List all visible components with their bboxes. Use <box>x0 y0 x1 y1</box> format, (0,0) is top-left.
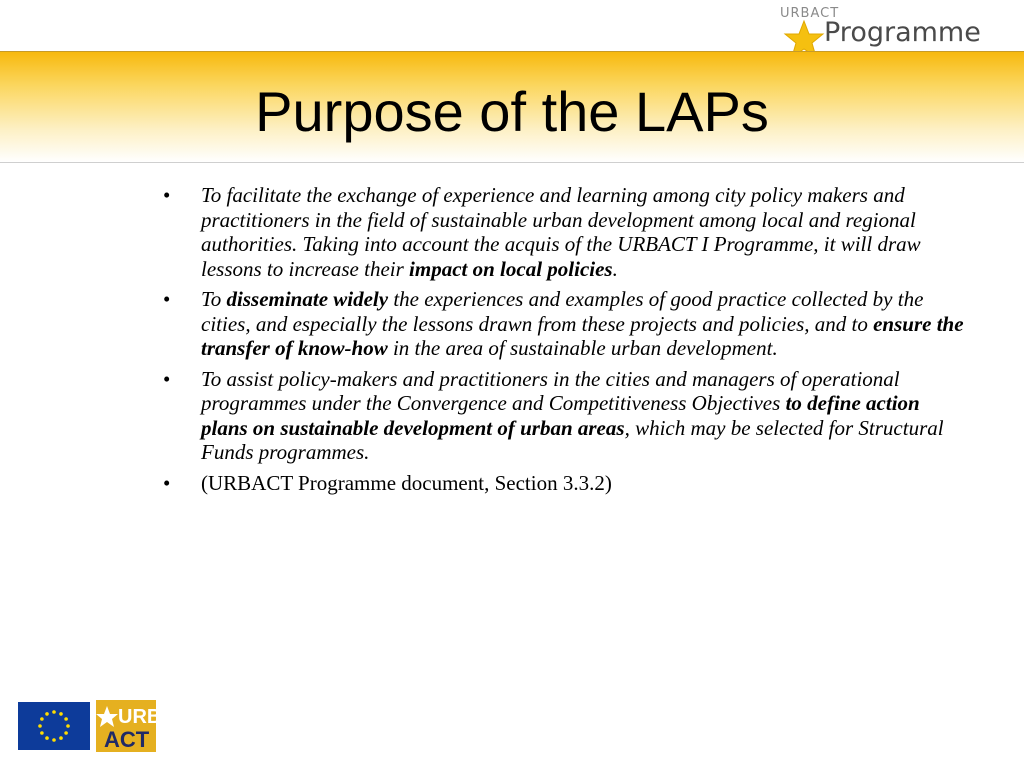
bullet-span: the experiences and examples of good practice collected by the cities, and especially the lessons drawn from these projects and policies, and to <box>201 287 924 336</box>
bullet-item <box>160 183 970 281</box>
brand-programme-text: Programme <box>824 17 981 48</box>
bullet-span: To assist policy-makers and practitioners in the cities and managers of operational programmes under the Convergence and Competitiveness Objectives <box>201 366 900 415</box>
bullet-emphasis: disseminate widely <box>226 287 389 311</box>
bullet-span: (URBACT Programme document, Section 3.3.2) <box>201 470 612 495</box>
bullet-dot: • <box>163 287 171 311</box>
eu-flag-icon <box>18 702 90 750</box>
bullet-span: To <box>201 287 227 311</box>
bullet-span: , which may be selected for Structural Funds programmes. <box>201 415 944 464</box>
bullet-item <box>160 367 970 465</box>
urbact-logo-icon <box>96 700 162 752</box>
bullet-span: To facilitate the exchange of experience and learning among city policy makers and practitioners in the field of sustainable urban development among local and regional authorities. Taking into account the acquis of the URBACT I Programme, it will draw lessons to increase their <box>201 183 921 281</box>
bullet-text <box>201 183 921 281</box>
svg-text:URB: URB <box>118 706 162 728</box>
bullet-text <box>201 287 964 360</box>
bullet-item <box>160 287 970 361</box>
bullet-emphasis: impact on local policies <box>409 256 613 281</box>
urbact-programme-brand <box>780 6 1012 52</box>
bullet-dot: • <box>163 183 171 207</box>
svg-text:ACT: ACT <box>104 727 150 752</box>
bullet-span: in the area of sustainable urban development. <box>387 336 778 360</box>
brand-urbact-text: URBACT <box>780 6 840 21</box>
bullet-span: . <box>612 256 618 281</box>
bullet-emphasis: ensure the transfer of know-how <box>201 311 964 360</box>
bullet-dot: • <box>163 366 171 391</box>
bullet-text <box>201 471 612 495</box>
bullet-list <box>160 183 970 501</box>
bullet-text <box>201 367 944 465</box>
bullet-emphasis: to define action plans on sustainable development of urban areas <box>201 391 920 440</box>
bullet-dot: • <box>163 470 171 495</box>
slide-title: Purpose of the LAPs <box>255 80 769 143</box>
bullet-item <box>160 471 970 496</box>
